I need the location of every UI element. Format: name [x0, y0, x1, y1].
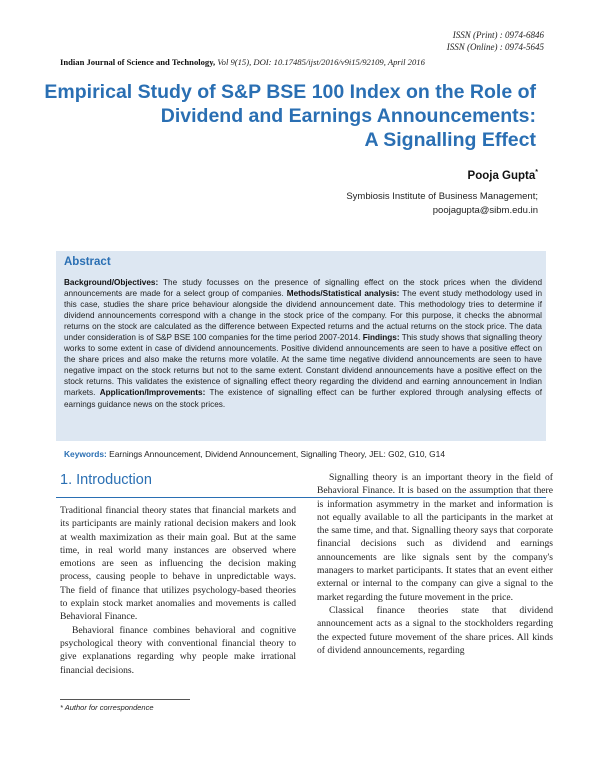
author-name-text: Pooja Gupta	[467, 169, 536, 182]
journal-name: Indian Journal of Science and Technology,	[60, 57, 216, 67]
abstract-text: The existence of signalling effect can be further explored through analysing effects of earnings guidance news on the stock prices.	[64, 388, 542, 409]
keywords-label: Keywords:	[64, 449, 107, 459]
author-affiliation	[346, 190, 538, 218]
abstract-label: Background/Objectives:	[64, 278, 159, 287]
footnote: * Author for correspondence	[60, 703, 154, 712]
abstract-label: Findings:	[362, 333, 400, 343]
author-email: poojagupta@sibm.edu.in	[432, 205, 538, 216]
abstract-label: Application/Improvements:	[99, 388, 206, 398]
paragraph: Classical finance theories state that dividend announcement acts as a signal to the stockholders regarding the expected future movement of the share prices. All kinds of dividend announcements, regarding	[317, 604, 553, 656]
title-line: A Signalling Effect	[364, 129, 536, 151]
correspondence-mark: *	[535, 169, 538, 176]
keywords-text: Earnings Announcement, Dividend Announcement, Signalling Theory, JEL: G02, G10, G14	[106, 449, 445, 459]
left-column	[60, 504, 296, 677]
right-column	[317, 471, 553, 657]
abstract-text: The event study methodology used in this case, studies the share price behaviour alongside the dividend announcement date. This methodology tries to determine if dividend announcements correspond with a change in the stock price of the company. For this purpose, it checks the abnormal returns on the stock are calculated as the difference between Expected returns and the actual returns on the stock price. The data under consideration is of S&P BSE 100 companies for the time period 2007-2014.	[64, 289, 543, 343]
footnote-divider	[60, 699, 190, 700]
issn-print: ISSN (Print) : 0974-6846	[452, 30, 544, 40]
abstract-heading: Abstract	[64, 256, 111, 268]
paragraph: Behavioral finance combines behavioral and cognitive psychological theory with conventional financial theory to give explanations regarding why people make irrational financial decisions.	[60, 624, 296, 676]
title-line: Empirical Study of S&P BSE 100 Index on the Role of	[44, 81, 536, 103]
issn-online: ISSN (Online) : 0974-5645	[446, 42, 544, 52]
journal-details: Vol 9(15), DOI: 10.17485/ijst/2016/v9i15/92109, April 2016	[215, 57, 425, 67]
title-line: Dividend and Earnings Announcements:	[160, 105, 536, 127]
author-name	[468, 169, 538, 182]
paragraph: Signalling theory is an important theory in the field of Behavioral Finance. It is based on the assumption that there is information asymmetry in the market and information is not equally available to all the participants in the market at the same time, and that. Signalling theory says that corporate financial decisions such as dividend and earnings announcements are like signals sent by the company's managers to market participants. It states that an event either external or internal to the company can give a signal to the market regarding the future movement in the price.	[317, 472, 553, 603]
abstract-body	[64, 277, 542, 410]
abstract-label: Methods/Statistical analysis:	[286, 289, 400, 299]
affiliation-text: Symbiosis Institute of Business Management;	[346, 191, 538, 202]
keywords	[64, 449, 544, 459]
section-heading: 1. Introduction	[60, 472, 152, 488]
abstract-text: The study focusses on the presence of signalling effect on the stock prices when the dividend announcements are made for a select group of companies.	[64, 278, 542, 299]
paragraph: Traditional financial theory states that financial markets and its participants are mainly rational decision makers and look at wealth maximization as their main goal. But at the same time, in real world many instances are observed where emotions are seen as influencing the decision making process, causing people to behave in unpredictable ways. The field of finance that utilizes psychology-based theories to explain stock market anomalies and movements is called Behavioral Finance.	[60, 505, 296, 623]
paper-title	[40, 80, 536, 152]
abstract-text: This study shows that signalling theory works to some extent in case of dividend announcements. Positive dividend announcements are seen to have a positive effect on the share prices and also make the returns more volatile. At the same time negative dividend announcements are seen to have negative impact on the stock returns but not to the same extent. Constant dividend announcements have a positive effect on the stock returns. This validates the existence of signalling effect theory regarding the dividend and earning announcement in Indian markets.	[64, 333, 543, 398]
journal-citation	[60, 56, 540, 68]
